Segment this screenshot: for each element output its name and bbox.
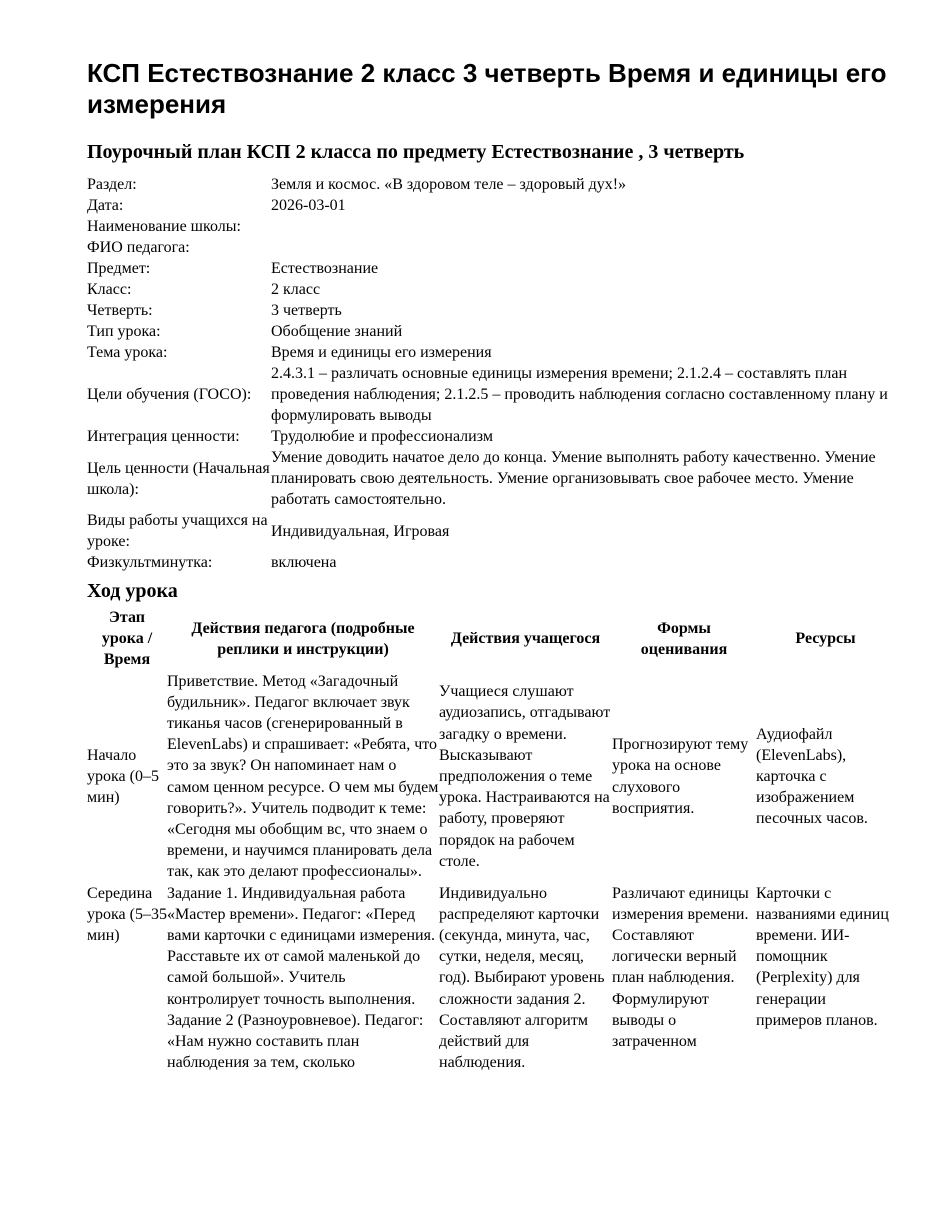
- cell-assessment: Различают единицы измерения времени. Составляют логически верный план наблюдения. Формулируют выводы о затраченном: [612, 884, 749, 1051]
- info-value: 2.4.3.1 – различать основные единицы измерения времени; 2.1.2.4 – составлять план проведения наблюдения; 2.1.2.5 – проводить наблюдения согласно составленному плану и формулировать выводы: [271, 365, 888, 424]
- lesson-flow-heading: Ход урока: [87, 580, 178, 602]
- info-value: Трудолюбие и профессионализм: [271, 428, 493, 445]
- info-row: [87, 426, 895, 447]
- info-row: [87, 195, 895, 216]
- info-value: 2026-03-01: [271, 197, 346, 214]
- info-row: [87, 342, 895, 363]
- info-value: Естествознание: [271, 260, 379, 277]
- info-value: Умение доводить начатое дело до конца. Умение выполнять работу качественно. Умение планировать свою деятельность. Умение организовывать свое рабочее место. Умение работать самостоятельно.: [271, 449, 876, 508]
- page-title: КСП Естествознание 2 класс 3 четверть Время и единицы его измерения: [87, 58, 887, 119]
- document-page: [87, 58, 895, 1073]
- header-assessment: Формы оценивания: [640, 619, 728, 658]
- cell-resources: Карточки с названиями единиц времени. ИИ-помощник (Perplexity) для генерации примеров планов.: [756, 884, 889, 1029]
- cell-resources: Аудиофайл (ElevenLabs), карточка с изображением песочных часов.: [756, 725, 868, 828]
- info-value: Земля и космос. «В здоровом теле – здоровый дух!»: [271, 176, 627, 193]
- info-label: Интеграция ценности:: [87, 428, 240, 445]
- info-value: 2 класс: [271, 281, 321, 298]
- info-row: [87, 447, 895, 510]
- info-label: Физкультминутка:: [87, 554, 213, 571]
- info-label: Класс:: [87, 281, 132, 298]
- info-value: Обобщение знаний: [271, 323, 403, 340]
- cell-student-actions: Индивидуально распределяют карточки (секунда, минута, час, сутки, неделя, месяц, год). Выбирают уровень сложности задания 2. Составляют алгоритм действий для наблюдения.: [439, 884, 605, 1072]
- info-row: [87, 279, 895, 300]
- cell-stage: Середина урока (5–35 мин): [87, 884, 167, 945]
- info-value: 3 четверть: [271, 302, 342, 319]
- info-row: [87, 510, 895, 552]
- info-row: [87, 321, 895, 342]
- lesson-flow-table: [87, 607, 895, 1073]
- header-teacher-actions: Действия педагога (подробные реплики и инструкции): [191, 619, 415, 658]
- info-label: Четверть:: [87, 302, 153, 319]
- plan-subtitle: Поурочный план КСП 2 класса по предмету Естествознание , 3 четверть: [87, 141, 745, 163]
- cell-teacher-actions: Приветствие. Метод «Загадочный будильник». Педагог включает звук тиканья часов (сгенерированный в ElevenLabs) и спрашивает: «Ребята, что это за звук? Он напоминает нам о самом ценном ресурсе. О чем мы будем говорить?». Учитель подводит к теме: «Сегодня мы обобщим вс, что знаем о времени, и научимся планировать дела так, как это делают профессионалы».: [167, 672, 439, 881]
- header-student-actions: Действия учащегося: [450, 630, 601, 648]
- info-label: Дата:: [87, 197, 124, 214]
- info-row: [87, 237, 895, 258]
- info-row: [87, 216, 895, 237]
- info-label: Тип урока:: [87, 323, 161, 340]
- info-value: [271, 237, 895, 258]
- cell-student-actions: Учащиеся слушают аудиозапись, отгадывают загадку о времени. Высказывают предположения о теме урока. Настраиваются на работу, проверяют порядок на рабочем столе.: [439, 683, 611, 870]
- info-label: Цель ценности (Начальная школа):: [87, 459, 270, 498]
- lesson-info-table: [87, 174, 895, 573]
- info-row: [87, 363, 895, 426]
- info-label: Виды работы учащихся на уроке:: [87, 512, 268, 550]
- table-header-row: [87, 607, 895, 671]
- info-row: [87, 258, 895, 279]
- info-value: [271, 216, 895, 237]
- info-value: Время и единицы его измерения: [271, 344, 492, 361]
- info-value: включена: [271, 554, 337, 571]
- cell-stage: Начало урока (0–5 мин): [87, 746, 159, 807]
- info-label: Тема урока:: [87, 344, 168, 361]
- info-label: Предмет:: [87, 260, 151, 277]
- info-row: [87, 552, 895, 573]
- info-label: ФИО педагога:: [87, 239, 190, 256]
- header-resources: Ресурсы: [795, 630, 856, 648]
- table-row: [87, 883, 895, 1074]
- info-value: Индивидуальная, Игровая: [271, 522, 450, 540]
- cell-teacher-actions: Задание 1. Индивидуальная работа «Мастер времени». Педагог: «Перед вами карточки с единицами измерения. Расставьте их от самой маленькой до самой большой». Учитель контролирует точность выполнения. Задание 2 (Разноуровневое). Педагог: «Нам нужно составить план наблюдения за тем, сколько: [167, 884, 435, 1072]
- info-row: [87, 174, 895, 195]
- info-row: [87, 300, 895, 321]
- info-label: Наименование школы:: [87, 218, 241, 235]
- table-row: [87, 671, 895, 883]
- info-label: Раздел:: [87, 176, 137, 193]
- header-stage: Этап урока / Время: [101, 609, 153, 669]
- info-label: Цели обучения (ГОСО):: [87, 386, 252, 403]
- cell-assessment: Прогнозируют тему урока на основе слухового восприятия.: [612, 736, 749, 817]
